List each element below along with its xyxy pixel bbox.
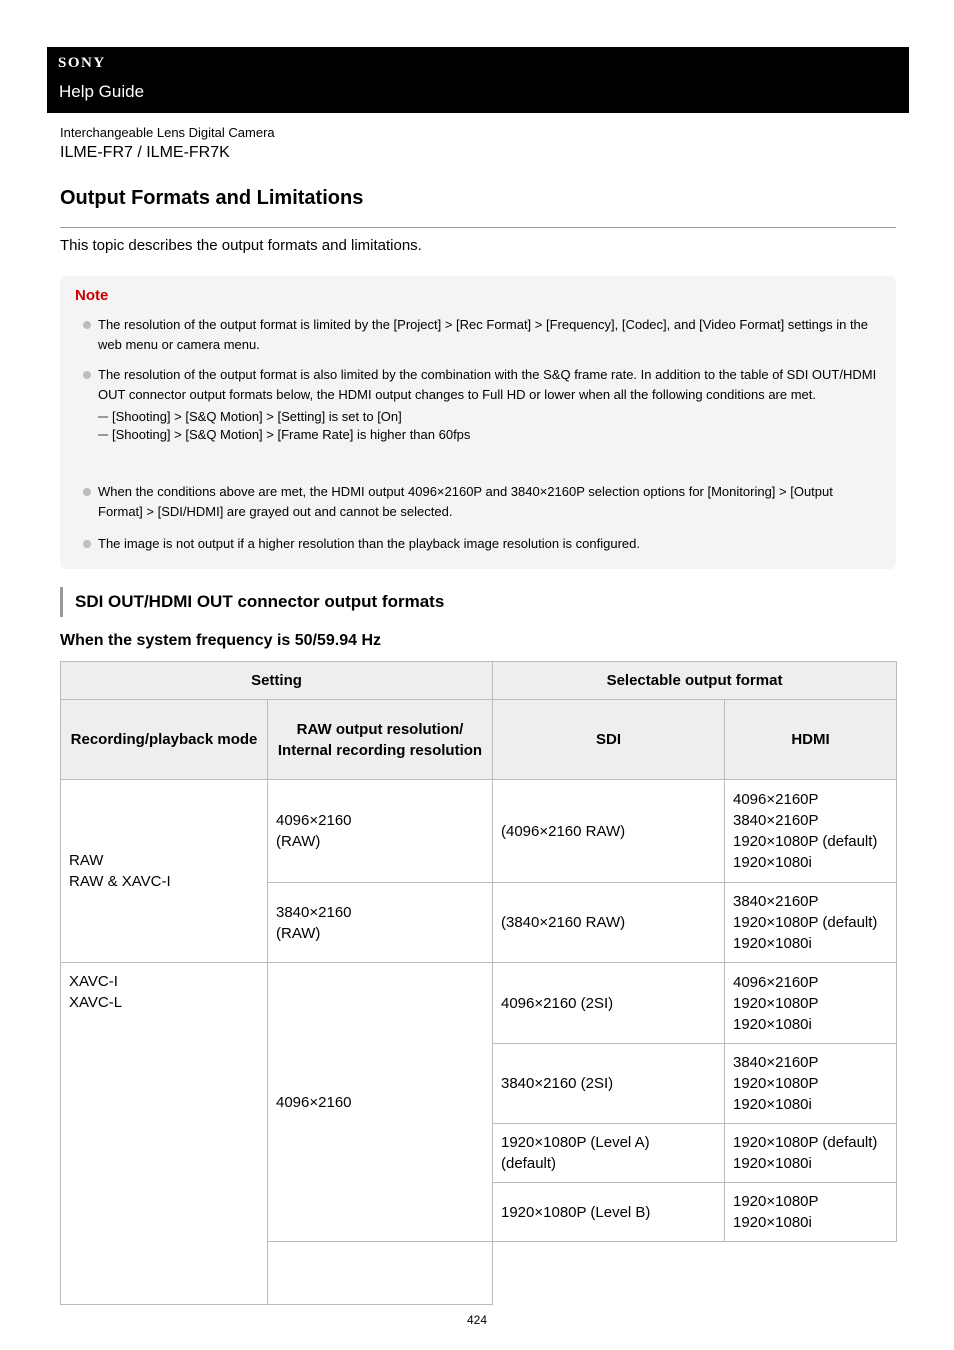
sdi-header: SDI [493,700,725,780]
sdi-cell: 1920×1080P (Level A) (default) [493,1124,725,1183]
note-box [60,276,896,569]
selectable-header: Selectable output format [493,662,897,700]
note-item: The resolution of the output format is limited by the [Project] > [Rec Format] > [Frequency], [Codec], and [Video Format] settings in the web menu or camera menu. [98,315,878,354]
product-type: Interchangeable Lens Digital Camera [60,125,275,140]
subsection-heading: When the system frequency is 50/59.94 Hz [60,632,382,649]
table-row [61,963,897,1044]
sdi-cell: 4096×2160 (2SI) [493,963,725,1044]
bullet-icon [83,540,91,548]
note-item: The image is not output if a higher resolution than the playback image resolution is configured. [98,534,878,554]
note-item: When the conditions above are met, the HDMI output 4096×2160P and 3840×2160P selection options for [Monitoring] > [Output Format] > [SDI/HDMI] are grayed out and cannot be selected. [98,482,878,521]
site-header [47,47,909,113]
sdi-cell: 1920×1080P (Level B) [493,1183,725,1242]
hdmi-cell: 3840×2160P 1920×1080P 1920×1080i [725,1044,897,1124]
intro-text: This topic describes the output formats and limitations. [60,237,422,254]
resolution-cell: 4096×2160 (RAW) [268,780,493,883]
hdmi-cell: 1920×1080P (default) 1920×1080i [725,1124,897,1183]
table-row [61,780,897,883]
hdmi-cell: 3840×2160P 1920×1080P (default) 1920×1080i [725,883,897,963]
bullet-icon [83,321,91,329]
hdmi-cell: 4096×2160P 3840×2160P 1920×1080P (default) 1920×1080i [725,780,897,883]
bullet-icon [83,488,91,496]
dash-icon [98,416,108,418]
note-item: The resolution of the output format is also limited by the combination with the S&Q frame rate. In addition to the table of SDI OUT/HDMI OUT connector output formats below, the HDMI output changes to Full HD or lower when all the following conditions are met. [Shooting] > [S&Q Motion] > [Setting] is set to [On] [Shooting] > [S&Q Motion] > [Frame Rate] is higher than 60fps [98,365,878,444]
product-model: ILME-FR7 / ILME-FR7K [60,144,230,161]
table-header-row [61,700,897,780]
bullet-icon [83,371,91,379]
dash-icon [98,434,108,436]
sub-list-item: [Shooting] > [S&Q Motion] > [Setting] is set to [On] [98,408,878,426]
note-title: Note [75,287,109,304]
page-title: Output Formats and Limitations [60,187,364,209]
sdi-cell: (3840×2160 RAW) [493,883,725,963]
resolution-header: RAW output resolution/ Internal recording resolution [268,700,493,780]
hdmi-cell: 1920×1080P 1920×1080i [725,1183,897,1242]
setting-header: Setting [61,662,493,700]
mode-header: Recording/playback mode [61,700,268,780]
sub-list-item: [Shooting] > [S&Q Motion] > [Frame Rate] is higher than 60fps [98,426,878,444]
help-guide-label: Help Guide [59,82,145,101]
table-header-row [61,662,897,700]
sdi-cell: (4096×2160 RAW) [493,780,725,883]
sub-list [98,408,878,444]
title-divider [60,227,896,228]
hdmi-header: HDMI [725,700,897,780]
mode-cell: XAVC-I XAVC-L [61,963,268,1305]
empty-cell [268,1242,493,1305]
page-number: 424 [466,1313,488,1327]
empty-cell [493,1242,897,1305]
sony-logo: SONY [58,55,106,71]
section-heading: SDI OUT/HDMI OUT connector output formats [60,587,444,617]
resolution-cell: 3840×2160 (RAW) [268,883,493,963]
resolution-cell: 4096×2160 [268,963,493,1242]
mode-cell: RAW RAW & XAVC-I [61,780,268,963]
sdi-cell: 3840×2160 (2SI) [493,1044,725,1124]
output-format-table [60,661,897,1305]
hdmi-cell: 4096×2160P 1920×1080P 1920×1080i [725,963,897,1044]
